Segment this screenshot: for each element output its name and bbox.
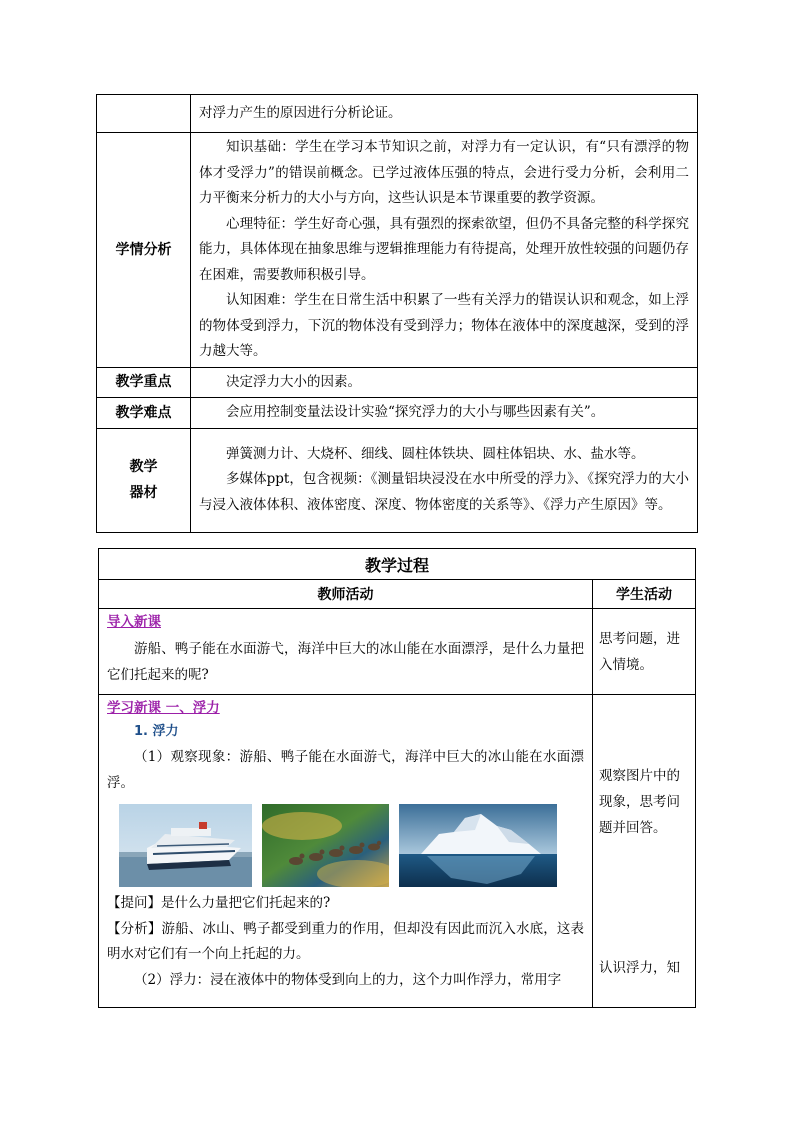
cruise-ship-photo: [119, 804, 252, 887]
xueqing-content: [191, 133, 698, 368]
ducks-photo: [262, 804, 389, 887]
nandian-text: 会应用控制变量法设计实验“探究浮力的大小与哪些因素有关”。: [191, 398, 698, 429]
blank-label-cell: [97, 95, 191, 133]
intro-cell: [99, 609, 593, 695]
iceberg-photo: [399, 804, 557, 887]
process-title: 教学过程: [99, 549, 696, 580]
learn-section-title: 学习新课 一、浮力: [107, 700, 220, 716]
psychology-paragraph: 心理特征：学生好奇心强，具有强烈的探索欲望，但仍不具备完整的科学探究能力，具体体现在抽象思维与逻辑推理能力有待提高，处理开放性较强的问题仍存在困难，需要教师积极引导。: [199, 215, 689, 283]
intro-text: 游船、鸭子能在水面游弋，海洋中巨大的冰山能在水面漂浮，是什么力量把它们托起来的呢?: [107, 641, 584, 683]
xueqing-label: 学情分析: [97, 133, 191, 368]
qicai-label-line2: 器材: [129, 485, 158, 501]
observe-student-activity: 观察图片中的现象，思考问题并回答。: [599, 768, 680, 836]
recognize-student-activity: 认识浮力，知: [599, 960, 680, 976]
learn-cell: [99, 695, 593, 1008]
intro-section-title: 导入新课: [107, 614, 161, 630]
qicai-label: [97, 428, 191, 532]
student-analysis-table: [96, 94, 698, 533]
buoyancy-subhead: 1. 浮力: [134, 724, 179, 739]
teaching-process-table: [98, 548, 696, 1008]
intro-student-activity: 思考问题，进入情境。: [593, 609, 696, 695]
learn-student-activity: [593, 695, 696, 1008]
zhongdian-label: 教学重点: [97, 367, 191, 398]
cognitive-difficulty-paragraph: 认知困难：学生在日常生活中积累了一些有关浮力的错误认识和观念，如上浮的物体受到浮力，下沉的物体没有受到浮力；物体在液体中的深度越深，受到的浮力越大等。: [199, 292, 689, 359]
qicai-content: [191, 428, 698, 532]
analysis-goal-text: 对浮力产生的原因进行分析论证。: [191, 95, 698, 133]
buoyancy-definition-paragraph: （2）浮力：浸在液体中的物体受到向上的力，这个力叫作浮力，常用字: [134, 971, 562, 988]
nandian-label: 教学难点: [97, 398, 191, 429]
photo-row: [119, 804, 584, 887]
observe-paragraph: （1）观察现象：游船、鸭子能在水面游弋，海洋中巨大的冰山能在水面漂浮。: [107, 749, 584, 791]
zhongdian-text: 决定浮力大小的因素。: [191, 367, 698, 398]
knowledge-basis-paragraph: 知识基础：学生在学习本节知识之前，对浮力有一定认识，有“只有漂浮的物体才受浮力”的错误前概念。已学过液体压强的特点，会进行受力分析，会利用二力平衡来分析力的大小与方向，这些认识是本节课重要的教学资源。: [199, 139, 689, 206]
multimedia-paragraph: 多媒体ppt，包含视频：《测量铝块浸没在水中所受的浮力》、《探究浮力的大小与浸入液体体积、液体密度、深度、物体密度的关系等》、《浮力产生原因》等。: [199, 471, 689, 513]
question-paragraph: 【提问】是什么力量把它们托起来的?: [107, 895, 331, 911]
student-activity-header: 学生活动: [593, 580, 696, 609]
analysis-paragraph: 【分析】游船、冰山、鸭子都受到重力的作用，但却没有因此而沉入水底，这表明水对它们有一个向上托起的力。: [107, 920, 584, 962]
equipment-paragraph: 弹簧测力计、大烧杯、细线、圆柱体铁块、圆柱体铝块、水、盐水等。: [226, 445, 645, 462]
qicai-label-line1: 教学: [129, 459, 158, 475]
teacher-activity-header: 教师活动: [99, 580, 593, 609]
